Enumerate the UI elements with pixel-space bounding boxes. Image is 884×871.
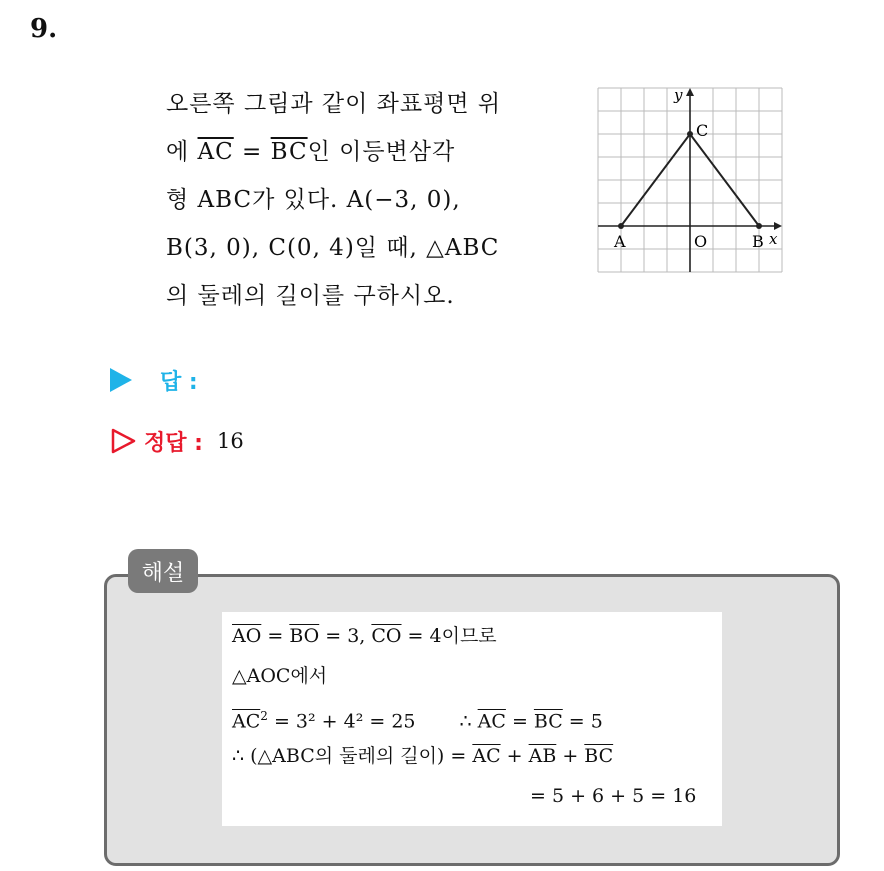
problem-line-2: [166, 128, 576, 176]
segment-ao: $\overline{AO}$: [232, 625, 262, 647]
segment-bc: $\overline{BC}$: [584, 745, 614, 767]
problem-line-4: B(3, 0), C(0, 4)일 때, △ABC: [166, 235, 500, 261]
answer-row: [110, 362, 198, 398]
plus-sign: +: [500, 745, 529, 767]
solution-text-fragment: = 4이므로: [401, 625, 497, 647]
equals-sign: =: [505, 710, 534, 733]
point-c: [687, 131, 693, 137]
segment-ac: $\overline{AC}$: [197, 139, 234, 165]
play-arrow-icon: [110, 368, 132, 392]
segment-ab: $\overline{AB}$: [528, 745, 557, 767]
coordinate-figure: [594, 84, 784, 274]
question-number: 9.: [30, 14, 58, 44]
segment-co: $\overline{CO}$: [371, 625, 402, 647]
equals-sign: =: [233, 139, 271, 165]
solution-line-3: [232, 696, 722, 736]
problem-line-1: 오른쪽 그림과 같이 좌표평면 위: [166, 91, 502, 117]
label-c: C: [696, 121, 709, 140]
plus-sign: +: [556, 745, 585, 767]
segment-ac: $\overline{AC}$: [477, 710, 506, 733]
problem-text: [166, 80, 576, 320]
solution-line-5: = 5 + 6 + 5 = 16: [530, 785, 697, 807]
label-o: O: [694, 232, 708, 251]
correct-answer-row: [110, 423, 244, 459]
problem-text-fragment: 인 이등변삼각: [307, 139, 456, 165]
segment-ac: $\overline{AC}$: [472, 745, 501, 767]
correct-answer-value: 16: [216, 429, 244, 453]
therefore-sign: ∴: [459, 710, 478, 733]
solution-text-fragment: = 5: [562, 710, 603, 733]
solution-line-2: △AOC에서: [232, 665, 328, 687]
y-axis-label: y: [674, 86, 683, 104]
correct-answer-label: 정답 :: [144, 430, 203, 456]
segment-bc: $\overline{BC}$: [270, 139, 308, 165]
problem-text-fragment: 에: [166, 139, 198, 165]
x-axis-label: x: [769, 230, 778, 248]
solution-text-fragment: = 3,: [319, 625, 372, 647]
label-a: A: [614, 232, 626, 251]
label-b: B: [752, 232, 764, 251]
y-axis-arrow-icon: [686, 88, 694, 96]
problem-line-5: 의 둘레의 길이를 구하시오.: [166, 283, 455, 309]
exponent: 2: [260, 709, 268, 723]
point-a: [618, 223, 624, 229]
problem-line-3: 형 ABC가 있다. A(−3, 0),: [166, 187, 461, 213]
solution-text-fragment: ∴ (△ABC의 둘레의 길이) =: [232, 745, 473, 767]
answer-label: 답 :: [160, 369, 198, 395]
solution-text-fragment: = 3² + 4² = 25: [267, 710, 416, 733]
solution-line-4: [232, 736, 722, 776]
x-axis-arrow-icon: [774, 222, 782, 230]
segment-bo: $\overline{BO}$: [289, 625, 320, 647]
solution-content: [222, 612, 722, 826]
outline-arrow-icon: [110, 427, 138, 455]
solution-line-1: [232, 616, 722, 656]
equals-sign: =: [261, 625, 290, 647]
segment-ac: $\overline{AC}$: [232, 710, 261, 733]
segment-bc: $\overline{BC}$: [533, 710, 563, 733]
solution-tag: 해설: [128, 549, 198, 593]
point-b: [756, 223, 762, 229]
